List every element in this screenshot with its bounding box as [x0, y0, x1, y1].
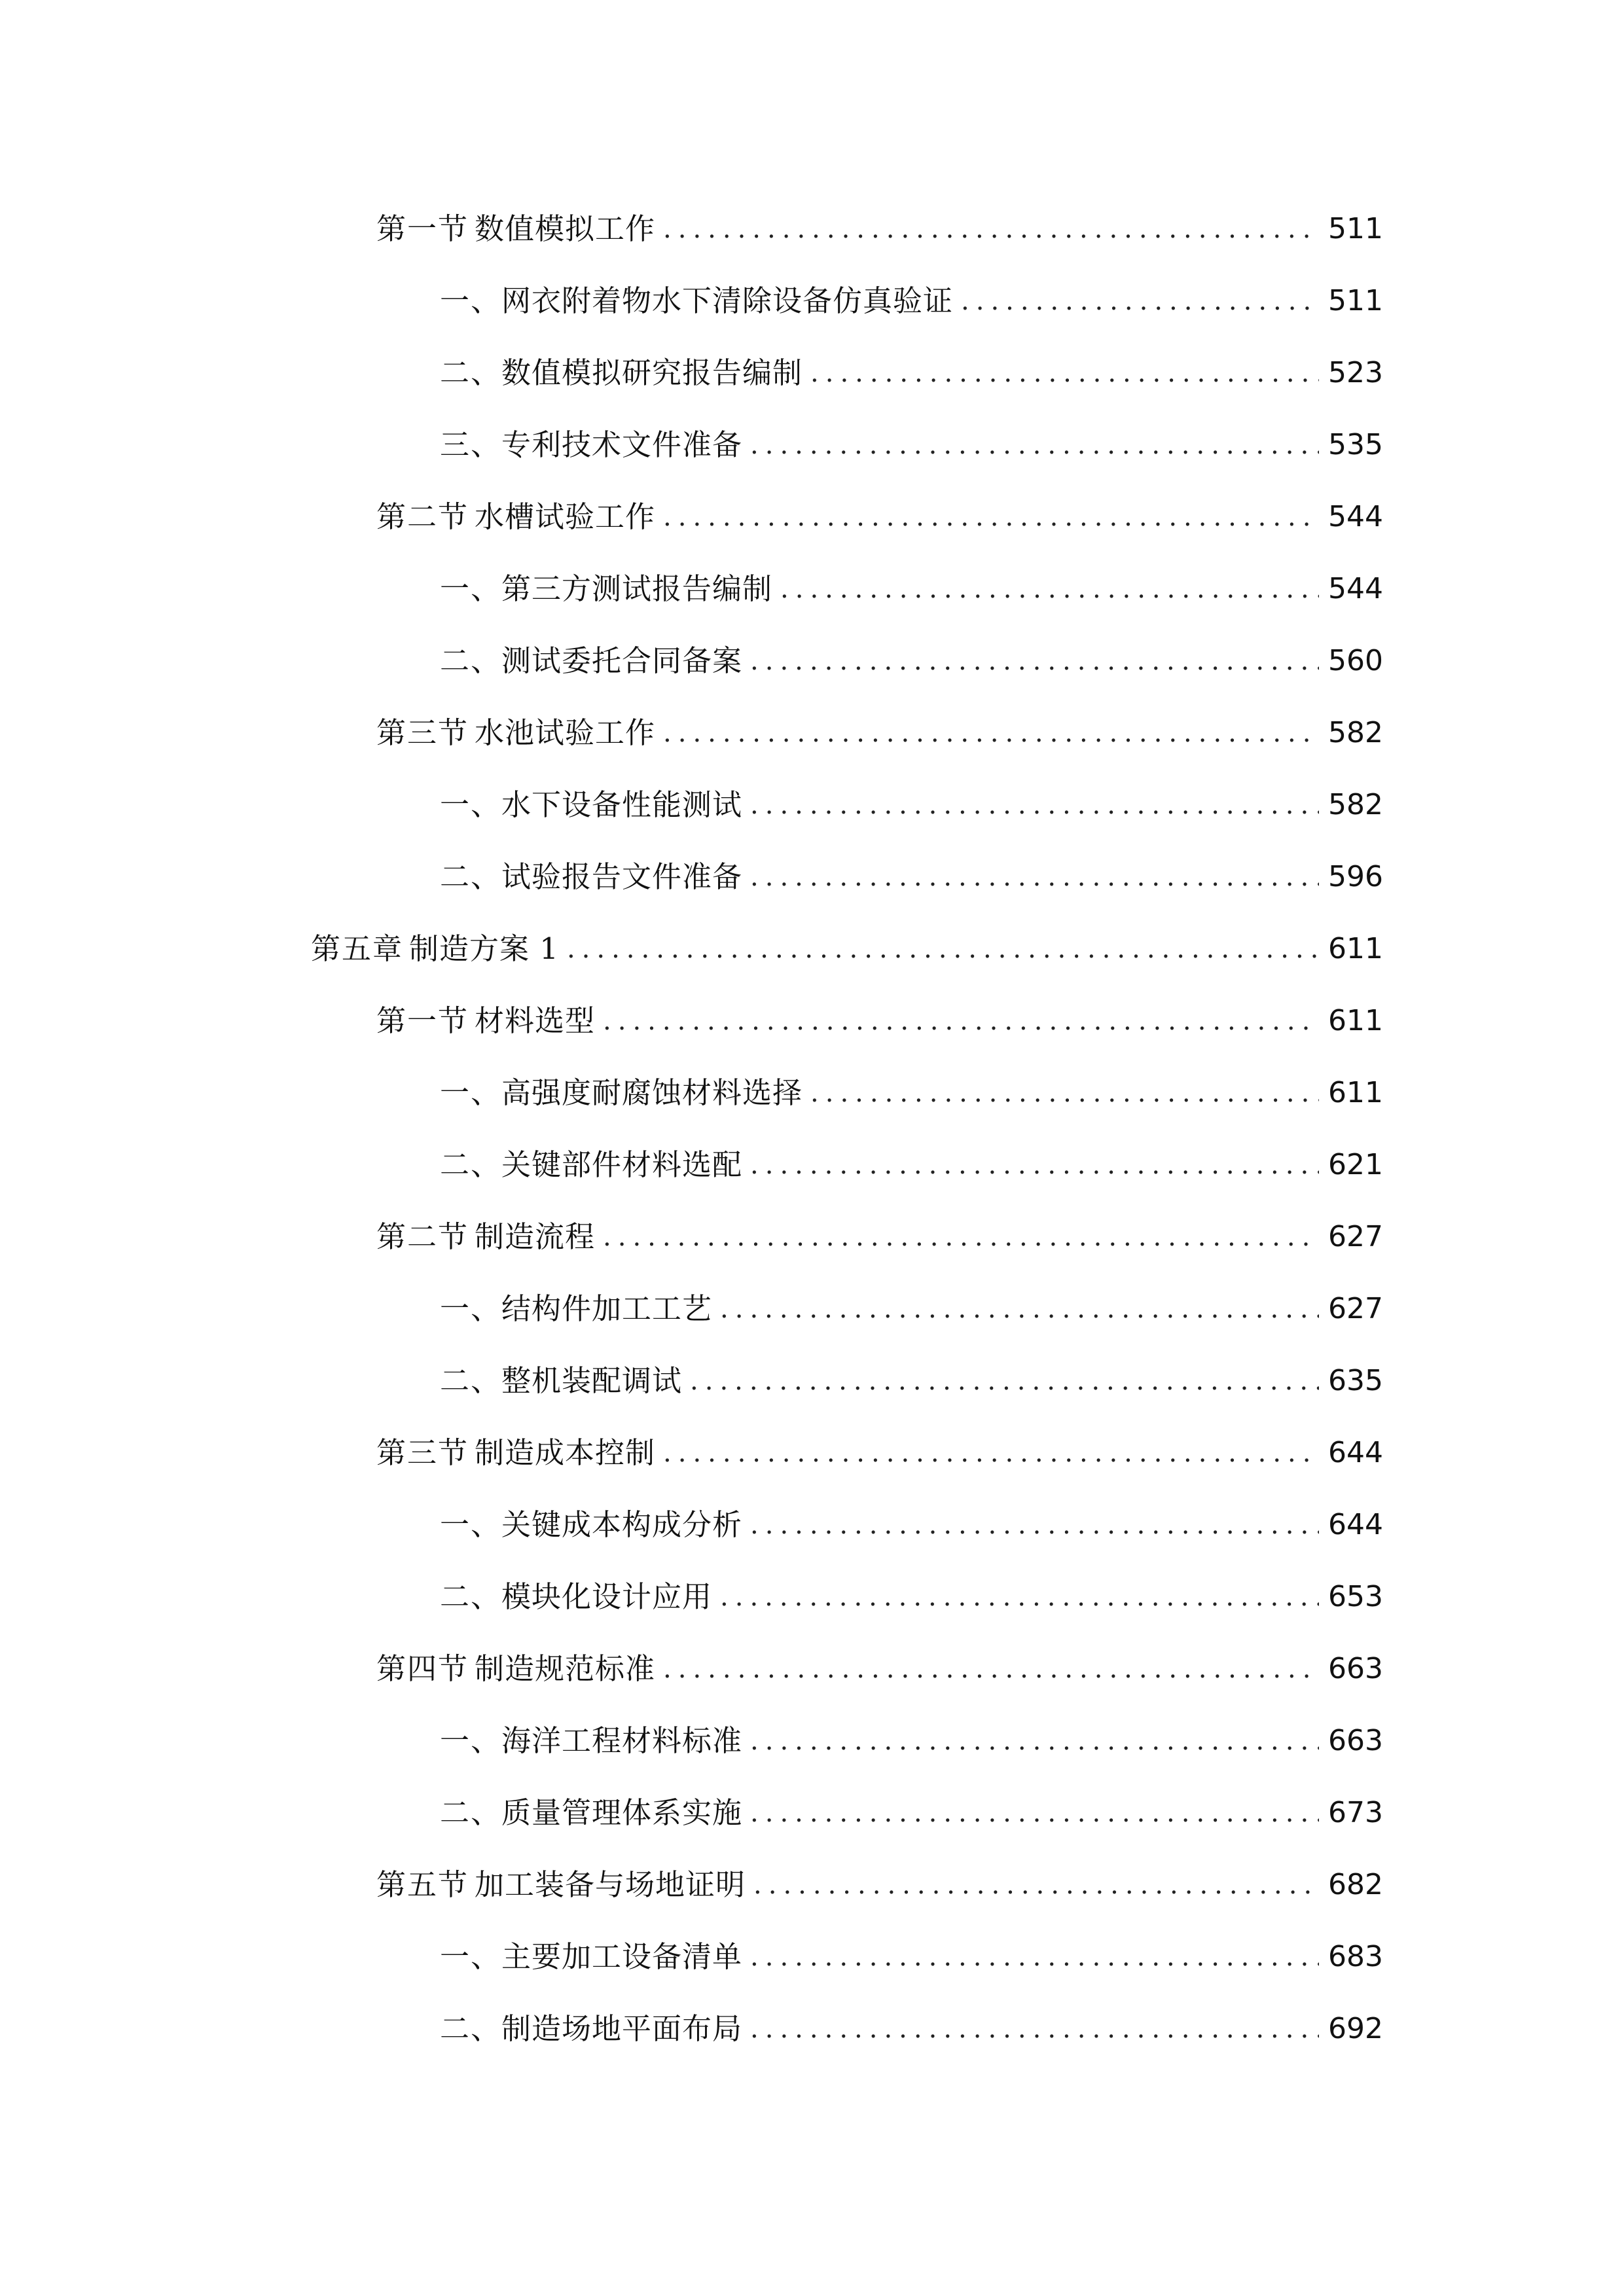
- dot-leader: [750, 1718, 1319, 1764]
- dot-leader: [663, 1430, 1319, 1476]
- entry-title: 制造成本控制: [475, 1435, 656, 1470]
- dot-leader: [780, 566, 1319, 612]
- entry-number: 第五节: [376, 1867, 469, 1902]
- toc-entry-section[interactable]: [376, 206, 1383, 252]
- dot-leader: [753, 1862, 1319, 1908]
- entry-title: 整机装配调试: [501, 1363, 683, 1398]
- toc-entry-item[interactable]: [440, 2006, 1383, 2052]
- entry-number: 二、: [440, 859, 502, 894]
- toc-entry-item[interactable]: [440, 782, 1383, 828]
- entry-title: 加工装备与场地证明: [475, 1867, 746, 1902]
- entry-number: 二、: [440, 355, 502, 390]
- dot-leader: [750, 854, 1319, 900]
- entry-title: 制造规范标准: [475, 1651, 656, 1686]
- toc-entry-item[interactable]: [440, 1070, 1383, 1116]
- entry-number: 一、: [440, 1507, 502, 1542]
- toc-entry-item[interactable]: [440, 638, 1383, 684]
- toc-entry-item[interactable]: [440, 1502, 1383, 1548]
- entry-title: 水槽试验工作: [475, 499, 656, 534]
- entry-title: 第三方测试报告编制: [501, 571, 773, 606]
- toc-entry-item[interactable]: [440, 566, 1383, 612]
- entry-number: 一、: [440, 787, 502, 822]
- dot-leader: [663, 494, 1319, 540]
- entry-page-number: 663: [1328, 1652, 1383, 1685]
- toc-entry-section[interactable]: [376, 1430, 1383, 1476]
- entry-number: 一、: [440, 1075, 502, 1110]
- entry-page-number: 673: [1328, 1796, 1383, 1829]
- entry-number: 二、: [440, 2011, 502, 2046]
- dot-leader: [567, 926, 1319, 972]
- dot-leader: [750, 782, 1319, 828]
- toc-entry-item[interactable]: [440, 1934, 1383, 1980]
- entry-page-number: 663: [1328, 1724, 1383, 1757]
- entry-page-number: 635: [1328, 1364, 1383, 1397]
- entry-number: 二、: [440, 1363, 502, 1398]
- dot-leader: [961, 278, 1319, 324]
- entry-title: 模块化设计应用: [501, 1579, 713, 1614]
- entry-page-number: 523: [1328, 356, 1383, 389]
- entry-number: 三、: [440, 427, 502, 462]
- toc-entry-item[interactable]: [440, 1358, 1383, 1404]
- toc-entry-item[interactable]: [440, 1286, 1383, 1332]
- entry-page-number: 653: [1328, 1580, 1383, 1613]
- entry-number: 第五章: [311, 931, 404, 966]
- toc-entry-section[interactable]: [376, 1646, 1383, 1692]
- toc-entry-item[interactable]: [440, 422, 1383, 468]
- entry-title: 制造方案 1: [409, 931, 559, 966]
- dot-leader: [750, 2006, 1319, 2052]
- entry-title: 数值模拟研究报告编制: [501, 355, 803, 390]
- toc-entry-item[interactable]: [440, 1718, 1383, 1764]
- entry-title: 专利技术文件准备: [501, 427, 743, 462]
- entry-number: 第二节: [376, 499, 469, 534]
- entry-page-number: 582: [1328, 716, 1383, 749]
- dot-leader: [750, 1934, 1319, 1980]
- entry-page-number: 596: [1328, 860, 1383, 893]
- dot-leader: [720, 1286, 1319, 1332]
- entry-title: 材料选型: [475, 1003, 596, 1038]
- dot-leader: [750, 1790, 1319, 1836]
- entry-number: 第四节: [376, 1651, 469, 1686]
- entry-number: 一、: [440, 1723, 502, 1758]
- entry-page-number: 611: [1328, 932, 1383, 965]
- entry-title: 关键成本构成分析: [501, 1507, 743, 1542]
- entry-number: 第一节: [376, 211, 469, 246]
- entry-number: 二、: [440, 1147, 502, 1182]
- entry-number: 第二节: [376, 1219, 469, 1254]
- dot-leader: [663, 710, 1319, 756]
- entry-number: 第一节: [376, 1003, 469, 1038]
- entry-title: 主要加工设备清单: [501, 1939, 743, 1974]
- entry-page-number: 683: [1328, 1940, 1383, 1973]
- dot-leader: [690, 1358, 1319, 1404]
- entry-number: 第三节: [376, 715, 469, 750]
- entry-title: 质量管理体系实施: [501, 1795, 743, 1830]
- entry-number: 一、: [440, 283, 502, 318]
- entry-page-number: 644: [1328, 1436, 1383, 1469]
- entry-number: 一、: [440, 571, 502, 606]
- entry-page-number: 535: [1328, 428, 1383, 461]
- dot-leader: [663, 1646, 1319, 1692]
- dot-leader: [750, 1142, 1319, 1188]
- entry-page-number: 682: [1328, 1868, 1383, 1901]
- entry-title: 水池试验工作: [475, 715, 656, 750]
- entry-title: 网衣附着物水下清除设备仿真验证: [501, 283, 954, 318]
- entry-title: 关键部件材料选配: [501, 1147, 743, 1182]
- entry-page-number: 544: [1328, 572, 1383, 605]
- entry-page-number: 627: [1328, 1220, 1383, 1253]
- toc-entry-item[interactable]: [440, 278, 1383, 324]
- entry-number: 一、: [440, 1291, 502, 1326]
- toc-entry-item[interactable]: [440, 854, 1383, 900]
- entry-title: 高强度耐腐蚀材料选择: [501, 1075, 803, 1110]
- dot-leader: [663, 206, 1319, 252]
- entry-number: 一、: [440, 1939, 502, 1974]
- toc-entry-item[interactable]: [440, 1790, 1383, 1836]
- entry-page-number: 627: [1328, 1292, 1383, 1325]
- entry-number: 二、: [440, 643, 502, 678]
- entry-page-number: 511: [1328, 284, 1383, 317]
- entry-title: 测试委托合同备案: [501, 643, 743, 678]
- entry-title: 海洋工程材料标准: [501, 1723, 743, 1758]
- toc-entry-chapter[interactable]: [311, 926, 1383, 972]
- dot-leader: [750, 638, 1319, 684]
- dot-leader: [603, 1214, 1319, 1260]
- entry-page-number: 692: [1328, 2012, 1383, 2045]
- entry-title: 制造场地平面布局: [501, 2011, 743, 2046]
- toc-entry-section[interactable]: [376, 1214, 1383, 1260]
- dot-leader: [750, 422, 1319, 468]
- dot-leader: [750, 1502, 1319, 1548]
- toc-entry-item[interactable]: [440, 1142, 1383, 1188]
- toc-entry-item[interactable]: [440, 1574, 1383, 1620]
- entry-page-number: 611: [1328, 1004, 1383, 1037]
- entry-title: 制造流程: [475, 1219, 596, 1254]
- toc-entry-section[interactable]: [376, 1862, 1383, 1908]
- entry-title: 试验报告文件准备: [501, 859, 743, 894]
- dot-leader: [720, 1574, 1319, 1620]
- entry-page-number: 544: [1328, 500, 1383, 533]
- entry-page-number: 560: [1328, 644, 1383, 677]
- entry-number: 第三节: [376, 1435, 469, 1470]
- entry-title: 结构件加工工艺: [501, 1291, 713, 1326]
- entry-number: 二、: [440, 1795, 502, 1830]
- entry-title: 数值模拟工作: [475, 211, 656, 246]
- toc-entry-section[interactable]: [376, 998, 1383, 1044]
- entry-page-number: 611: [1328, 1076, 1383, 1109]
- dot-leader: [603, 998, 1319, 1044]
- entry-page-number: 621: [1328, 1148, 1383, 1181]
- toc-entry-section[interactable]: [376, 710, 1383, 756]
- entry-number: 二、: [440, 1579, 502, 1614]
- toc-entry-item[interactable]: [440, 350, 1383, 396]
- dot-leader: [810, 350, 1319, 396]
- dot-leader: [810, 1070, 1319, 1116]
- toc-entry-section[interactable]: [376, 494, 1383, 540]
- entry-page-number: 511: [1328, 212, 1383, 245]
- entry-page-number: 644: [1328, 1508, 1383, 1541]
- entry-title: 水下设备性能测试: [501, 787, 743, 822]
- entry-page-number: 582: [1328, 788, 1383, 821]
